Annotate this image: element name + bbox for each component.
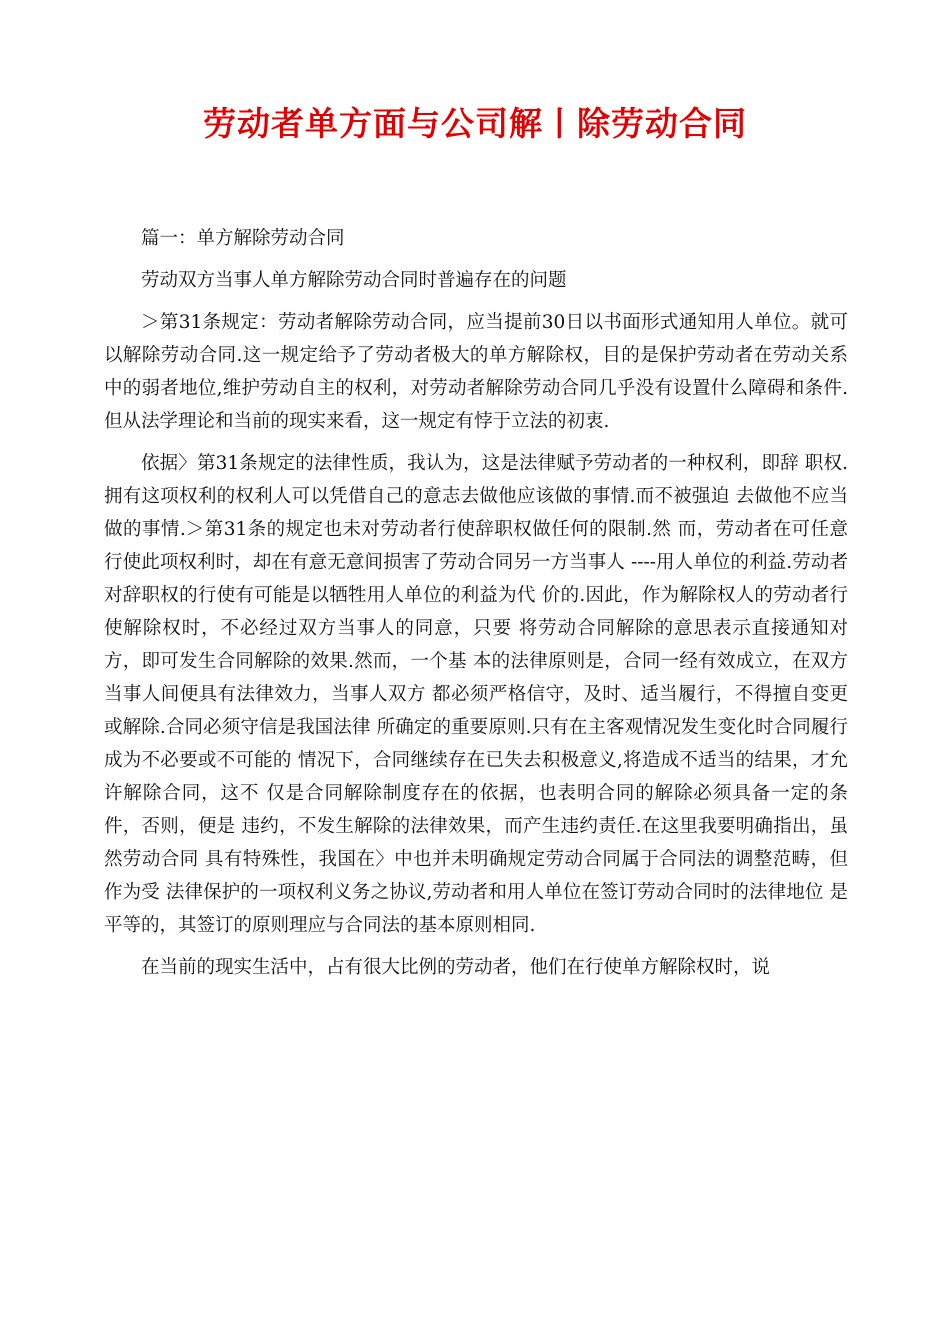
document-title: 劳动者单方面与公司解丨除劳动合同 bbox=[203, 104, 747, 143]
paragraph-subheading: 劳动双方当事人单方解除劳动合同时普遍存在的问题 bbox=[141, 270, 567, 291]
paragraph-article-31: ＞第31条规定：劳动者解除劳动合同，应当提前30日以书面形式通知用人单位。就可以解除劳动合同.这一规定给予了劳动者极大的单方解除权，目的是保护劳动者在劳动关系中的弱者地位,维护劳动自主的权利，对劳动者解除劳动合同几乎没有设置什么障碍和条件.但从法学理论和当前的现实来看，这一规定有悖于立法的初衷. bbox=[104, 312, 848, 432]
document-body bbox=[104, 222, 848, 984]
paragraph-legal-analysis: 依据〉第31条规定的法律性质，我认为，这是法律赋予劳动者的一种权利，即辞 职权.拥有这项权利的权利人可以凭借自己的意志去做他应该做的事情.而不被强迫 去做他不应当做的事情.＞第31条的规定也未对劳动者行使辞职权做任何的限制.然 而，劳动者在可任意行使此项权利时，却在有意无意间损害了劳动合同另一方当事人 ----用人单位的利益.劳动者对辞职权的行使有可能是以牺牲用人单位的利益为代 价的.因此，作为解除权人的劳动者行使解除权时，不必经过双方当事人的同意，只要 将劳动合同解除的意思表示直接通知对方，即可发生合同解除的效果.然而，一个基 本的法律原则是，合同一经有效成立，在双方当事人间便具有法律效力，当事人双方 都必须严格信守，及时、适当履行，不得擅自变更或解除.合同必须守信是我国法律 所确定的重要原则.只有在主客观情况发生变化时合同履行成为不必要或不可能的 情况下，合同继续存在已失去积极意义,将造成不适当的结果，才允许解除合同，这不 仅是合同解除制度存在的依据，也表明合同的解除必须具备一定的条件，否则，便是 违约，不发生解除的法律效果，而产生违约责任.在这里我要明确指出，虽然劳动合同 具有特殊性，我国在〉中也并未明确规定劳动合同属于合同法的调整范畴，但作为受 法律保护的一项权利义务之协议,劳动者和用人单位在签订劳动合同时的法律地位 是平等的，其签订的原则理应与合同法的基本原则相同. bbox=[104, 453, 848, 936]
paragraph-section-heading: 篇一：单方解除劳动合同 bbox=[141, 228, 345, 249]
paragraph-current-reality: 在当前的现实生活中，占有很大比例的劳动者，他们在行使单方解除权时，说 bbox=[141, 957, 771, 978]
